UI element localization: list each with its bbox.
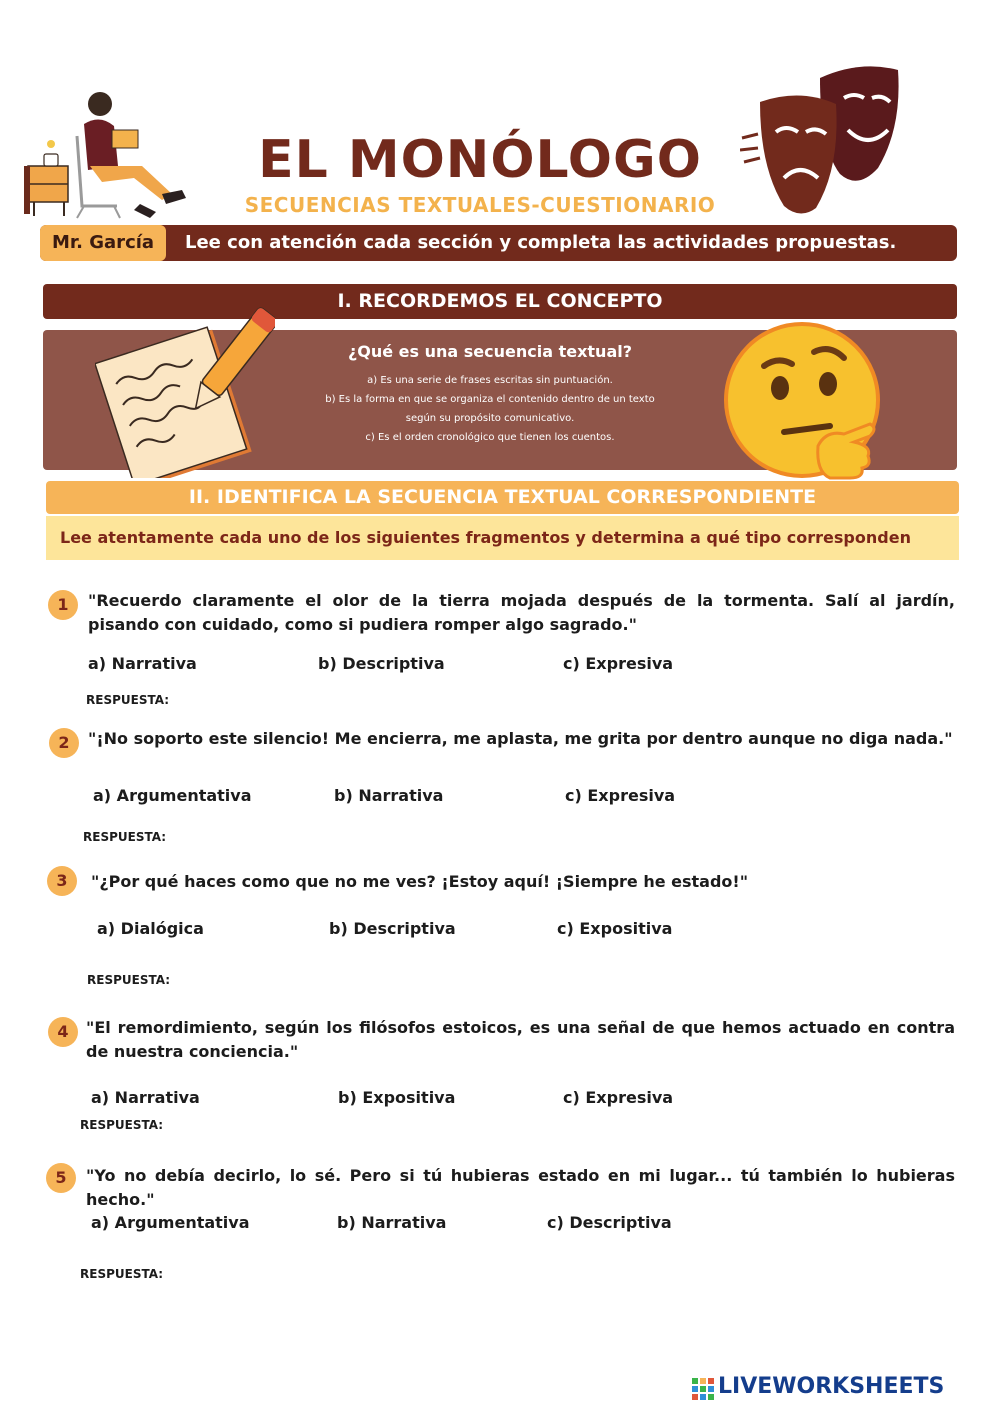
section-1-heading: I. RECORDEMOS EL CONCEPTO bbox=[43, 284, 957, 319]
question-1-answer-label: RESPUESTA: bbox=[86, 693, 170, 707]
question-4-option-c[interactable]: c) Expresiva bbox=[563, 1088, 674, 1107]
question-5-option-a[interactable]: a) Argumentativa bbox=[91, 1213, 250, 1232]
question-text-1: "Recuerdo claramente el olor de la tierra mojada después de la tormenta. Salí al jardín, pisando con cuidado, como si pudiera romper algo sagrado." bbox=[88, 591, 955, 634]
question-5-option-c[interactable]: c) Descriptiva bbox=[547, 1213, 672, 1232]
question-2-option-b[interactable]: b) Narrativa bbox=[334, 786, 444, 805]
question-number-1: 1 bbox=[48, 590, 78, 620]
question-4-answer-label: RESPUESTA: bbox=[80, 1118, 164, 1132]
question-2-option-c[interactable]: c) Expresiva bbox=[565, 786, 676, 805]
question-number-2: 2 bbox=[49, 728, 79, 758]
question-text-5: "Yo no debía decirlo, lo sé. Pero si tú hubieras estado en mi lugar... tú también lo hubieras hecho." bbox=[86, 1166, 955, 1209]
concept-question: ¿Qué es una secuencia textual? bbox=[347, 342, 633, 361]
concept-option-c: c) Es el orden cronológico que tienen los cuentos. bbox=[365, 432, 615, 443]
question-text-2: "¡No soporto este silencio! Me encierra, me aplasta, me grita por dentro aunque no diga nada." bbox=[88, 729, 953, 748]
concept-option-b-continued: según su propósito comunicativo. bbox=[405, 413, 575, 424]
concept-option-b: b) Es la forma en que se organiza el contenido dentro de un texto bbox=[325, 394, 655, 405]
question-number-3: 3 bbox=[47, 866, 77, 896]
liveworksheets-logo[interactable]: LIVEWORKSHEETS bbox=[718, 1374, 945, 1399]
question-number-4: 4 bbox=[48, 1017, 78, 1047]
question-text-3: "¿Por qué haces como que no me ves? ¡Estoy aquí! ¡Siempre he estado!" bbox=[91, 872, 749, 891]
page-title: EL MONÓLOGO bbox=[258, 130, 702, 190]
page-subtitle: SECUENCIAS TEXTUALES-CUESTIONARIO bbox=[244, 193, 716, 217]
question-3-option-c[interactable]: c) Expositiva bbox=[557, 919, 673, 938]
thinking-emoji-icon bbox=[722, 322, 884, 482]
section-2-heading: II. IDENTIFICA LA SECUENCIA TEXTUAL CORRESPONDIENTE bbox=[46, 481, 959, 514]
question-number-5: 5 bbox=[46, 1163, 76, 1193]
concept-option-a: a) Es una serie de frases escritas sin puntuación. bbox=[367, 375, 613, 386]
question-5-option-b[interactable]: b) Narrativa bbox=[337, 1213, 447, 1232]
question-1-option-b[interactable]: b) Descriptiva bbox=[318, 654, 445, 673]
notepad-pencil-icon bbox=[95, 298, 275, 478]
question-3-answer-label: RESPUESTA: bbox=[87, 973, 171, 987]
general-instruction: Lee con atención cada sección y completa las actividades propuestas. bbox=[185, 232, 897, 253]
question-3-option-b[interactable]: b) Descriptiva bbox=[329, 919, 456, 938]
question-4-option-b[interactable]: b) Expositiva bbox=[338, 1088, 456, 1107]
liveworksheets-logo-icon bbox=[692, 1378, 714, 1400]
question-1-option-c[interactable]: c) Expresiva bbox=[563, 654, 674, 673]
section-2-instruction: Lee atentamente cada uno de los siguientes fragmentos y determina a qué tipo corresponden bbox=[46, 516, 959, 560]
question-1-option-a[interactable]: a) Narrativa bbox=[88, 654, 197, 673]
question-text-4: "El remordimiento, según los filósofos estoicos, es una señal de que hemos actuado en contra de nuestra conciencia." bbox=[86, 1018, 955, 1061]
question-4-option-a[interactable]: a) Narrativa bbox=[91, 1088, 200, 1107]
question-2-option-a[interactable]: a) Argumentativa bbox=[93, 786, 252, 805]
question-2-answer-label: RESPUESTA: bbox=[83, 830, 167, 844]
question-5-answer-label: RESPUESTA: bbox=[80, 1267, 164, 1281]
teacher-name: Mr. García bbox=[40, 225, 166, 261]
question-3-option-a[interactable]: a) Dialógica bbox=[97, 919, 204, 938]
